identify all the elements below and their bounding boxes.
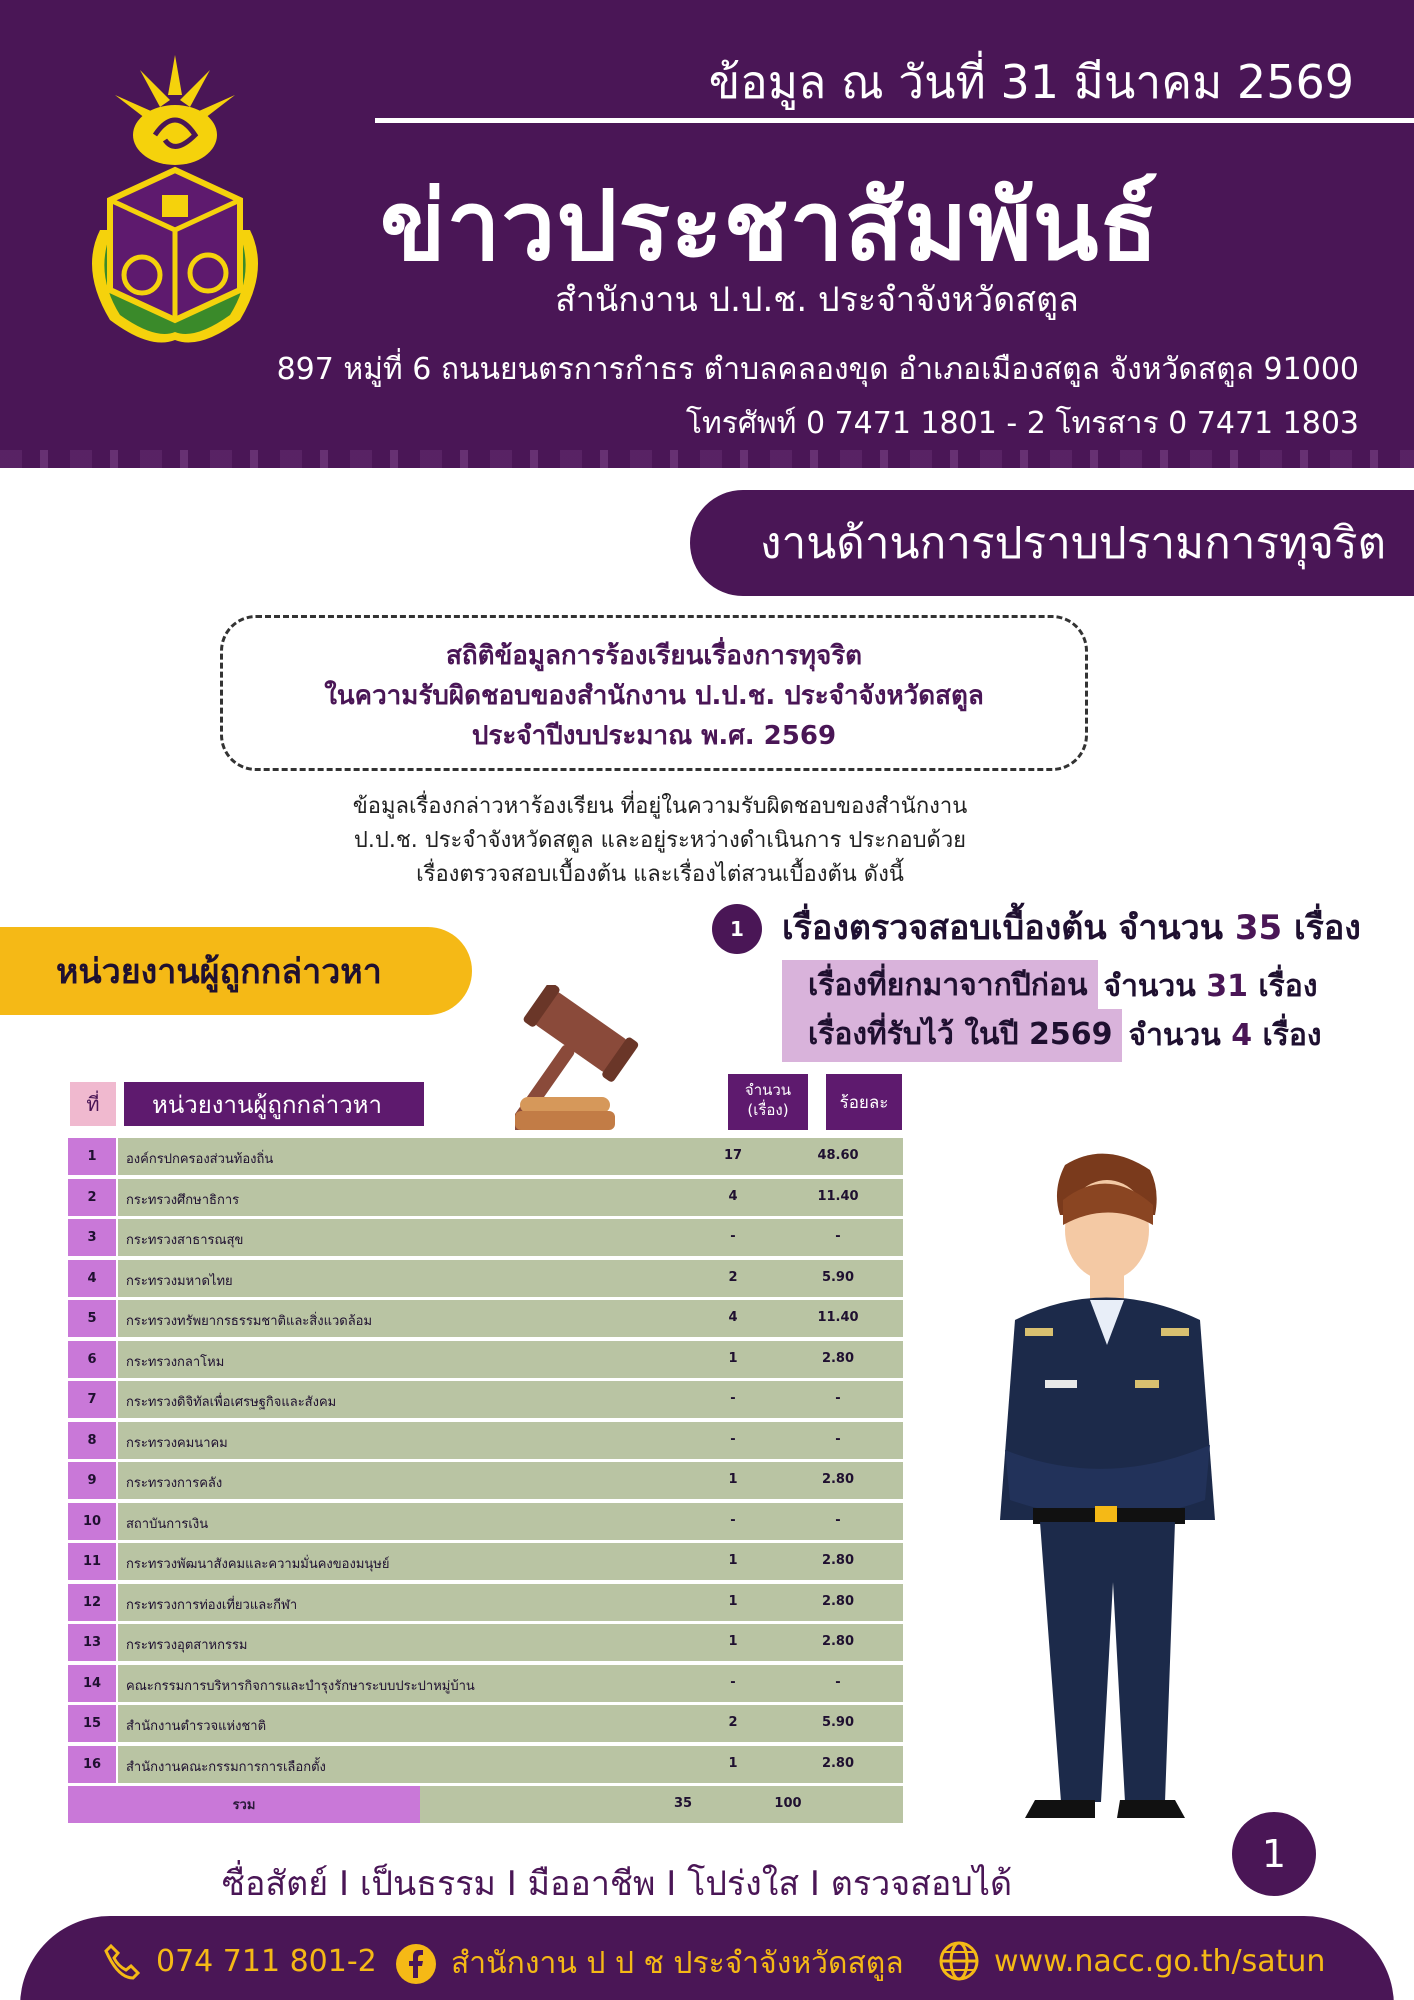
row-body bbox=[118, 1462, 903, 1499]
row-agency-name: กระทรวงทรัพยากรธรรมชาติและสิ่งแวดล้อม bbox=[126, 1314, 373, 1329]
phone-icon bbox=[100, 1940, 142, 1982]
preliminary-suffix: เรื่อง bbox=[1282, 908, 1361, 948]
section-label: งานด้านการปราบปรามการทุจริต bbox=[760, 518, 1387, 569]
table-total-row bbox=[68, 1784, 903, 1825]
row-percent: 48.60 bbox=[817, 1148, 859, 1163]
row-number: 12 bbox=[68, 1584, 116, 1621]
table-row bbox=[68, 1501, 903, 1542]
row-agency-name: กระทรวงมหาดไทย bbox=[126, 1273, 233, 1289]
row-agency-name: กระทรวงการท่องเที่ยวและกีฬา bbox=[126, 1597, 298, 1613]
data-date: ข้อมูล ณ วันที่ 31 มีนาคม 2569 bbox=[708, 55, 1354, 109]
total-label: รวม bbox=[68, 1786, 420, 1823]
footer-website[interactable] bbox=[938, 1940, 1325, 1982]
row-agency-name: สำนักงานตำรวจแห่งชาติ bbox=[126, 1719, 267, 1734]
received-count: 4 bbox=[1231, 1018, 1253, 1053]
row-percent: 2.80 bbox=[821, 1350, 855, 1366]
row-number: 9 bbox=[68, 1462, 116, 1499]
page-title: ข่าวประชาสัมพันธ์ bbox=[380, 170, 1159, 282]
intro-text bbox=[250, 790, 1070, 892]
row-count: 4 bbox=[728, 1188, 738, 1204]
row-count: 1 bbox=[728, 1755, 738, 1771]
accused-agency-label bbox=[0, 927, 472, 1015]
row-agency-name: องค์กรปกครองส่วนท้องถิ่น bbox=[126, 1152, 274, 1167]
row-agency-name: กระทรวงการคลัง bbox=[126, 1476, 223, 1491]
intro-line2: ป.ป.ช. ประจำจังหวัดสตูล และอยู่ระหว่างดำเนินการ ประกอบด้วย bbox=[353, 828, 967, 853]
row-percent: 5.90 bbox=[821, 1715, 855, 1730]
header-count-line1: จำนวน bbox=[744, 1081, 792, 1099]
stats-title-line1: สถิติข้อมูลการร้องเรียนเรื่องการทุจริต bbox=[445, 641, 863, 671]
table-row bbox=[68, 1744, 903, 1785]
facebook-icon bbox=[395, 1943, 437, 1985]
accused-agency-table bbox=[68, 1078, 903, 1825]
footer-phone[interactable] bbox=[100, 1940, 377, 1982]
row-agency-name: กระทรวงศึกษาธิการ bbox=[126, 1192, 240, 1208]
intro-line3: เรื่องตรวจสอบเบื้องต้น และเรื่องไต่สวนเบื้องต้น ดังนี้ bbox=[416, 862, 904, 887]
footer-website-text: www.nacc.go.th/satun bbox=[994, 1943, 1326, 1979]
header-no: ที่ bbox=[70, 1082, 116, 1126]
row-count: - bbox=[730, 1512, 736, 1528]
header-agency: หน่วยงานผู้ถูกกล่าวหา bbox=[124, 1082, 424, 1126]
row-percent: - bbox=[835, 1229, 841, 1244]
office-name: สำนักงาน ป.ป.ช. ประจำจังหวัดสตูล bbox=[555, 280, 1079, 320]
row-percent: 11.40 bbox=[817, 1310, 859, 1325]
officer-illustration bbox=[985, 1150, 1230, 1830]
row-agency-name: สถาบันการเงิน bbox=[126, 1516, 209, 1532]
preliminary-count: 35 bbox=[1234, 908, 1283, 948]
row-count: - bbox=[730, 1391, 736, 1406]
row-agency-name: สำนักงานคณะกรรมการการเลือกตั้ง bbox=[126, 1759, 326, 1775]
row-number: 14 bbox=[68, 1665, 116, 1702]
stats-title-box bbox=[220, 615, 1088, 771]
received-suffix: เรื่อง bbox=[1252, 1018, 1322, 1053]
table-row bbox=[68, 1298, 903, 1339]
row-agency-name: กระทรวงอุตสาหกรรม bbox=[126, 1638, 248, 1653]
row-percent: - bbox=[835, 1674, 841, 1690]
row-count: 1 bbox=[728, 1350, 738, 1366]
total-body bbox=[420, 1786, 903, 1823]
row-body bbox=[118, 1624, 903, 1661]
row-agency-name: กระทรวงพัฒนาสังคมและความมั่นคงของมนุษย์ bbox=[126, 1557, 390, 1572]
carried-over-count: 31 bbox=[1206, 969, 1248, 1004]
section-title bbox=[690, 490, 1414, 596]
row-number: 13 bbox=[68, 1624, 116, 1661]
row-body bbox=[118, 1260, 903, 1297]
table-row bbox=[68, 1582, 903, 1623]
carried-over-prefix: จำนวน bbox=[1103, 969, 1207, 1004]
row-body bbox=[118, 1543, 903, 1580]
row-body bbox=[118, 1746, 903, 1783]
table-row bbox=[68, 1339, 903, 1380]
header-percent: ร้อยละ bbox=[826, 1074, 902, 1130]
globe-icon bbox=[938, 1940, 980, 1982]
received-label: เรื่องที่รับไว้ ในปี 2569 bbox=[782, 1009, 1122, 1062]
table-row bbox=[68, 1703, 903, 1744]
page-number: 1 bbox=[1232, 1812, 1316, 1896]
row-body bbox=[118, 1341, 903, 1378]
header-count bbox=[728, 1074, 808, 1130]
row-number: 5 bbox=[68, 1300, 116, 1337]
table-row bbox=[68, 1541, 903, 1582]
preliminary-prefix: เรื่องตรวจสอบเบื้องต้น จำนวน bbox=[782, 908, 1235, 948]
table-row bbox=[68, 1420, 903, 1461]
row-percent: - bbox=[835, 1431, 841, 1447]
row-percent: - bbox=[835, 1391, 841, 1406]
row-number: 2 bbox=[68, 1179, 116, 1216]
table-row bbox=[68, 1622, 903, 1663]
total-count: 35 bbox=[673, 1796, 693, 1811]
row-percent: - bbox=[835, 1512, 841, 1528]
table-header bbox=[68, 1078, 903, 1130]
row-number: 10 bbox=[68, 1503, 116, 1540]
carried-over-suffix: เรื่อง bbox=[1247, 969, 1318, 1004]
row-count: - bbox=[730, 1229, 736, 1244]
received-prefix: จำนวน bbox=[1128, 1018, 1232, 1053]
row-number: 3 bbox=[68, 1219, 116, 1256]
row-count: - bbox=[730, 1674, 736, 1690]
row-body bbox=[118, 1219, 903, 1256]
total-percent: 100 bbox=[774, 1796, 802, 1811]
row-number: 16 bbox=[68, 1746, 116, 1783]
row-number: 11 bbox=[68, 1543, 116, 1580]
table-row bbox=[68, 1177, 903, 1218]
row-agency-name: กระทรวงคมนาคม bbox=[126, 1435, 228, 1451]
row-body bbox=[118, 1705, 903, 1742]
carried-over-row bbox=[782, 960, 1317, 1013]
row-count: 1 bbox=[728, 1593, 738, 1609]
received-row bbox=[782, 1009, 1322, 1062]
row-number: 8 bbox=[68, 1422, 116, 1459]
table-row bbox=[68, 1663, 903, 1704]
row-number: 4 bbox=[68, 1260, 116, 1297]
row-number: 1 bbox=[68, 1138, 116, 1175]
footer-facebook-text: สำนักงาน ป ป ช ประจำจังหวัดสตูล bbox=[451, 1946, 904, 1981]
table-body bbox=[68, 1136, 903, 1825]
row-body bbox=[118, 1381, 903, 1418]
row-count: 17 bbox=[723, 1148, 743, 1163]
core-values: ซื่อสัตย์ I เป็นธรรม I มืออาชีพ I โปร่งใส I ตรวจสอบได้ bbox=[221, 1864, 1013, 1904]
row-body bbox=[118, 1179, 903, 1216]
row-count: - bbox=[730, 1431, 736, 1447]
row-body bbox=[118, 1138, 903, 1175]
row-percent: 2.80 bbox=[821, 1472, 855, 1487]
stats-title-line2: ในความรับผิดชอบของสำนักงาน ป.ป.ช. ประจำจังหวัดสตูล bbox=[324, 681, 984, 711]
row-body bbox=[118, 1422, 903, 1459]
info-number-badge: 1 bbox=[712, 904, 762, 954]
row-body bbox=[118, 1300, 903, 1337]
header-divider bbox=[375, 118, 1414, 123]
row-agency-name: กระทรวงกลาโหม bbox=[126, 1354, 225, 1370]
accused-label-text: หน่วยงานผู้ถูกกล่าวหา bbox=[56, 952, 382, 992]
table-row bbox=[68, 1217, 903, 1258]
table-row bbox=[68, 1136, 903, 1177]
office-phones: โทรศัพท์ 0 7471 1801 - 2 โทรสาร 0 7471 1803 bbox=[685, 406, 1359, 441]
row-count: 1 bbox=[728, 1634, 738, 1649]
intro-line1: ข้อมูลเรื่องกล่าวหาร้องเรียน ที่อยู่ในความรับผิดชอบของสำนักงาน bbox=[352, 794, 968, 819]
carried-over-label: เรื่องที่ยกมาจากปีก่อน bbox=[782, 960, 1098, 1013]
stats-title-line3: ประจำปีงบประมาณ พ.ศ. 2569 bbox=[471, 721, 837, 751]
table-row bbox=[68, 1379, 903, 1420]
footer-facebook[interactable] bbox=[395, 1940, 904, 1987]
row-count: 1 bbox=[728, 1472, 738, 1487]
table-row bbox=[68, 1460, 903, 1501]
preliminary-total bbox=[782, 900, 1361, 954]
row-count: 2 bbox=[728, 1269, 738, 1285]
row-count: 2 bbox=[728, 1715, 738, 1730]
row-percent: 2.80 bbox=[821, 1593, 855, 1609]
row-body bbox=[118, 1503, 903, 1540]
row-body bbox=[118, 1665, 903, 1702]
row-body bbox=[118, 1584, 903, 1621]
row-number: 6 bbox=[68, 1341, 116, 1378]
row-count: 1 bbox=[728, 1553, 738, 1568]
row-number: 15 bbox=[68, 1705, 116, 1742]
row-count: 4 bbox=[728, 1310, 738, 1325]
row-percent: 2.80 bbox=[821, 1553, 855, 1568]
row-percent: 2.80 bbox=[821, 1634, 855, 1649]
footer-phone-text: 074 711 801-2 bbox=[156, 1943, 377, 1979]
header-count-line2: (เรื่อง) bbox=[747, 1101, 789, 1119]
office-address: 897 หมู่ที่ 6 ถนนยนตรการกำธร ตำบลคลองขุด อำเภอเมืองสตูล จังหวัดสตูล 91000 bbox=[276, 352, 1359, 387]
row-number: 7 bbox=[68, 1381, 116, 1418]
row-percent: 2.80 bbox=[821, 1755, 855, 1771]
table-row bbox=[68, 1258, 903, 1299]
row-percent: 5.90 bbox=[821, 1269, 855, 1285]
row-agency-name: กระทรวงดิจิทัลเพื่อเศรษฐกิจและสังคม bbox=[126, 1395, 337, 1410]
row-agency-name: กระทรวงสาธารณสุข bbox=[126, 1233, 244, 1248]
row-agency-name: คณะกรรมการบริหารกิจการและบำรุงรักษาระบบประปาหมู่บ้าน bbox=[126, 1678, 475, 1694]
row-percent: 11.40 bbox=[817, 1188, 859, 1204]
